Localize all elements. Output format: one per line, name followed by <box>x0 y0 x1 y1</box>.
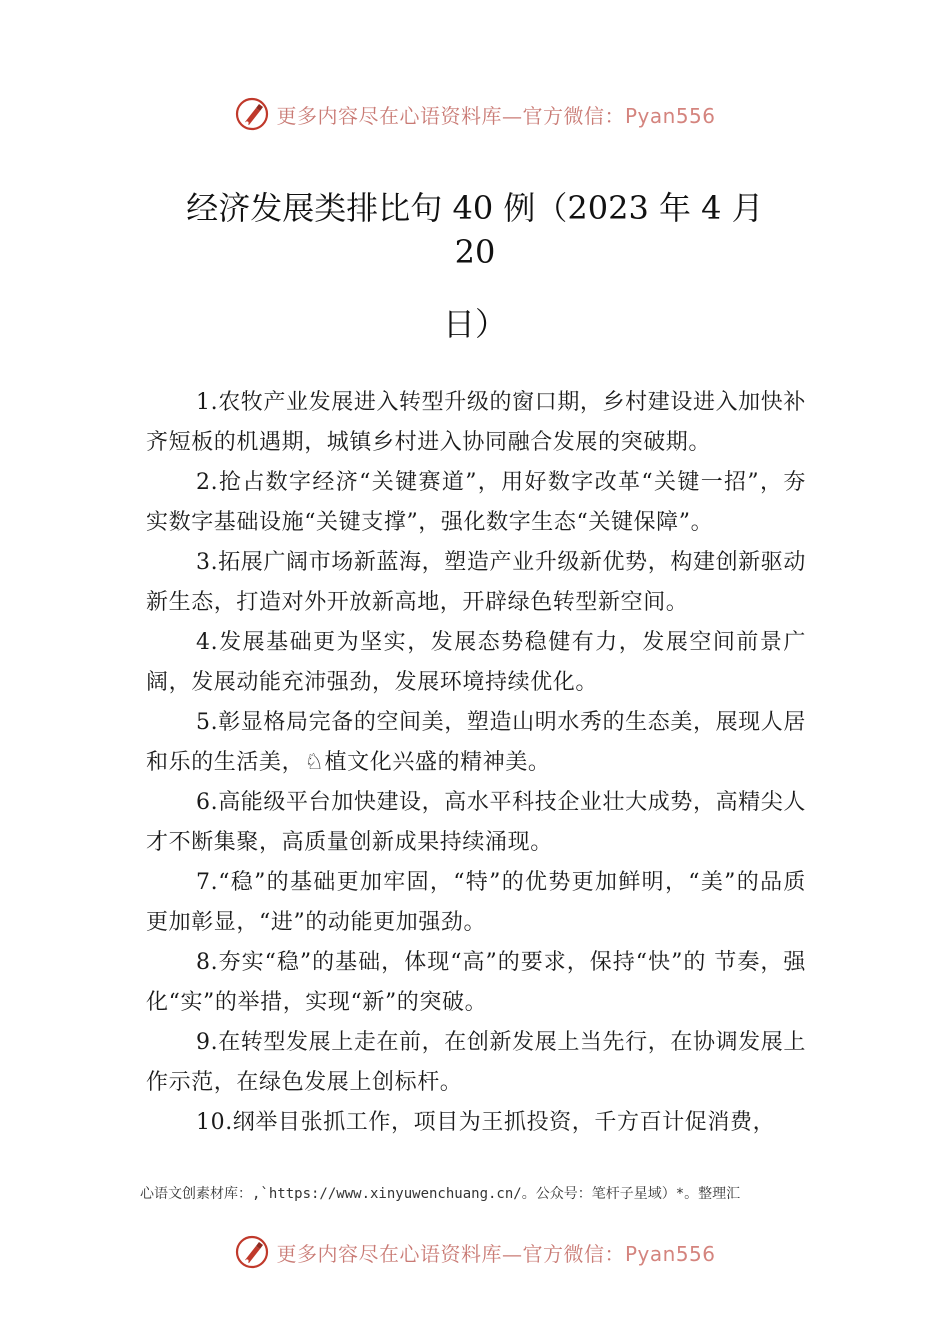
paragraph-1: 1.农牧产业发展进入转型升级的窗口期，乡村建设进入加快补齐短板的机遇期，城镇乡村进入协同融合发展的突破期。 <box>146 390 806 455</box>
paragraph-2: 2.抢占数字经济“关键赛道”，用好数字改革“关键一招”，夯实数字基础设施“关键支撑”，强化数字生态“关键保障”。 <box>146 470 806 535</box>
title-line-2: 20 <box>454 233 496 271</box>
wechat-id: Pyan556 <box>624 103 716 128</box>
document-body <box>146 383 806 1143</box>
wechat-id: Pyan556 <box>624 1241 716 1266</box>
source-note: 心语文创素材库：,`https://www.xinyuwenchuang.cn/。公众号：笔杆子星域）*。整理汇 <box>140 1186 741 1202</box>
pen-nib-seal-icon <box>234 96 270 132</box>
paragraph-10: 10.纲举目张抓工作，项目为王抓投资，千方百计促消费， <box>196 1110 776 1135</box>
footer-banner <box>0 1232 950 1272</box>
paragraph-9: 9.在转型发展上走在前，在创新发展上当先行，在协调发展上作示范，在绿色发展上创标杆。 <box>146 1030 806 1095</box>
title-line-3: 日） <box>442 305 507 343</box>
title-line-1: 经济发展类排比句 40 例（2023 年 4 月 <box>186 189 764 227</box>
paragraph-4: 4.发展基础更为坚实，发展态势稳健有力，发展空间前景广阔，发展动能充沛强劲，发展环境持续优化。 <box>146 630 806 695</box>
paragraph-8: 8.夯实“稳”的基础，体现“高”的要求，保持“快”的 节奏，强化“实”的举措，实现“新”的突破。 <box>146 950 806 1015</box>
banner-text: 更多内容尽在心语资料库—官方微信：Pyan556 <box>276 103 716 128</box>
pen-nib-seal-icon <box>234 1234 270 1270</box>
paragraph-7: 7.“稳”的基础更加牢固，“特”的优势更加鲜明，“美”的品质更加彰显，“进”的动能更加强劲。 <box>146 870 806 935</box>
paragraph-6: 6.高能级平台加快建设，高水平科技企业壮大成势，高精尖人才不断集聚，高质量创新成果持续涌现。 <box>146 790 806 855</box>
document-title <box>150 186 800 346</box>
paragraph-5: 5.彰显格局完备的空间美，塑造山明水秀的生态美，展现人居和乐的生活美，♘植文化兴盛的精神美。 <box>146 710 806 775</box>
banner-text: 更多内容尽在心语资料库—官方微信：Pyan556 <box>276 1241 716 1266</box>
paragraph-3: 3.拓展广阔市场新蓝海，塑造产业升级新优势，构建创新驱动新生态，打造对外开放新高地，开辟绿色转型新空间。 <box>146 550 806 615</box>
header-banner <box>0 94 950 134</box>
